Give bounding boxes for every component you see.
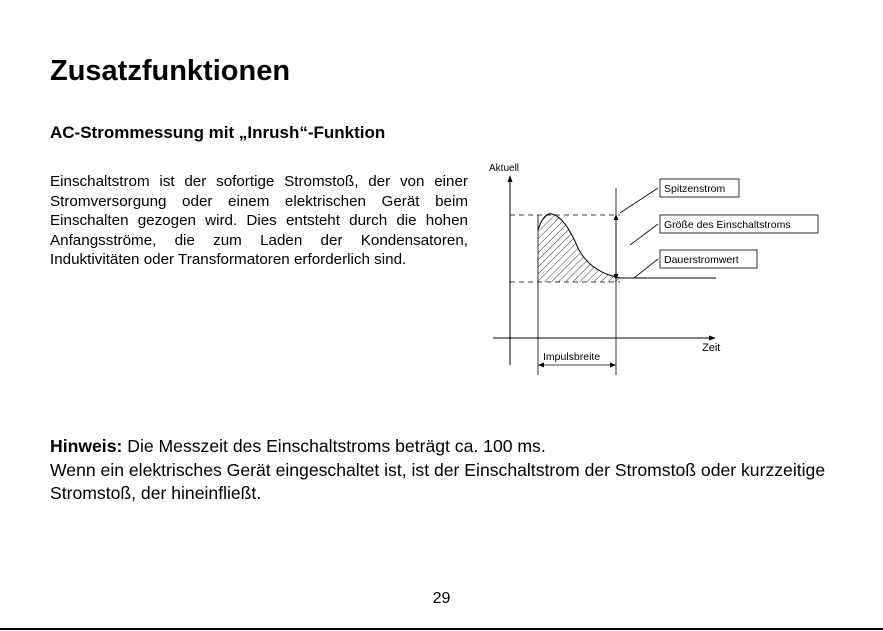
steady-callout: Dauerstromwert — [664, 254, 739, 266]
inrush-current-diagram — [480, 155, 840, 385]
section-title: AC-Strommessung mit „Inrush“-Funktion — [50, 123, 386, 142]
peak-leader-line — [620, 188, 658, 213]
peak-callout: Spitzenstrom — [664, 183, 726, 195]
pulse-width-arrow-right — [610, 363, 616, 368]
note-label: Hinweis: — [50, 436, 123, 456]
y-axis-label: Aktuell — [489, 163, 520, 174]
x-axis-label: Zeit — [702, 342, 721, 354]
inrush-pulse-area — [538, 214, 620, 282]
magnitude-arrow-up — [614, 214, 619, 220]
pulse-width-arrow-left — [538, 363, 544, 368]
bottom-rule — [0, 628, 883, 630]
page-title: Zusatzfunktionen — [50, 55, 291, 87]
note-paragraph — [50, 435, 850, 506]
y-axis-arrow — [508, 175, 513, 182]
magnitude-leader-line — [630, 224, 658, 245]
x-axis-arrow — [709, 336, 716, 341]
steady-leader-line — [634, 259, 658, 278]
pulse-width-label: Impulsbreite — [543, 351, 601, 363]
page-number: 29 — [432, 590, 451, 607]
intro-paragraph: Einschaltstrom ist der sofortige Stromstoß, der von einer Stromversorgung oder einem elektrischen Gerät beim Einschalten gezogen wird. Dies entsteht durch die hohen Anfangsströme, die zum Laden der Kondensatoren, Induktivitäten oder Transformatoren erforderlich sind. — [50, 173, 468, 269]
note-text-line2: Wenn ein elektrisches Gerät eingeschaltet ist, ist der Einschaltstrom der Stromstoß oder kurzzeitige Stromstoß, der hineinfließt. — [50, 459, 826, 503]
magnitude-callout: Größe des Einschaltstroms — [664, 219, 791, 231]
note-text-line1: Die Messzeit des Einschaltstroms beträgt ca. 100 ms. — [122, 436, 546, 456]
